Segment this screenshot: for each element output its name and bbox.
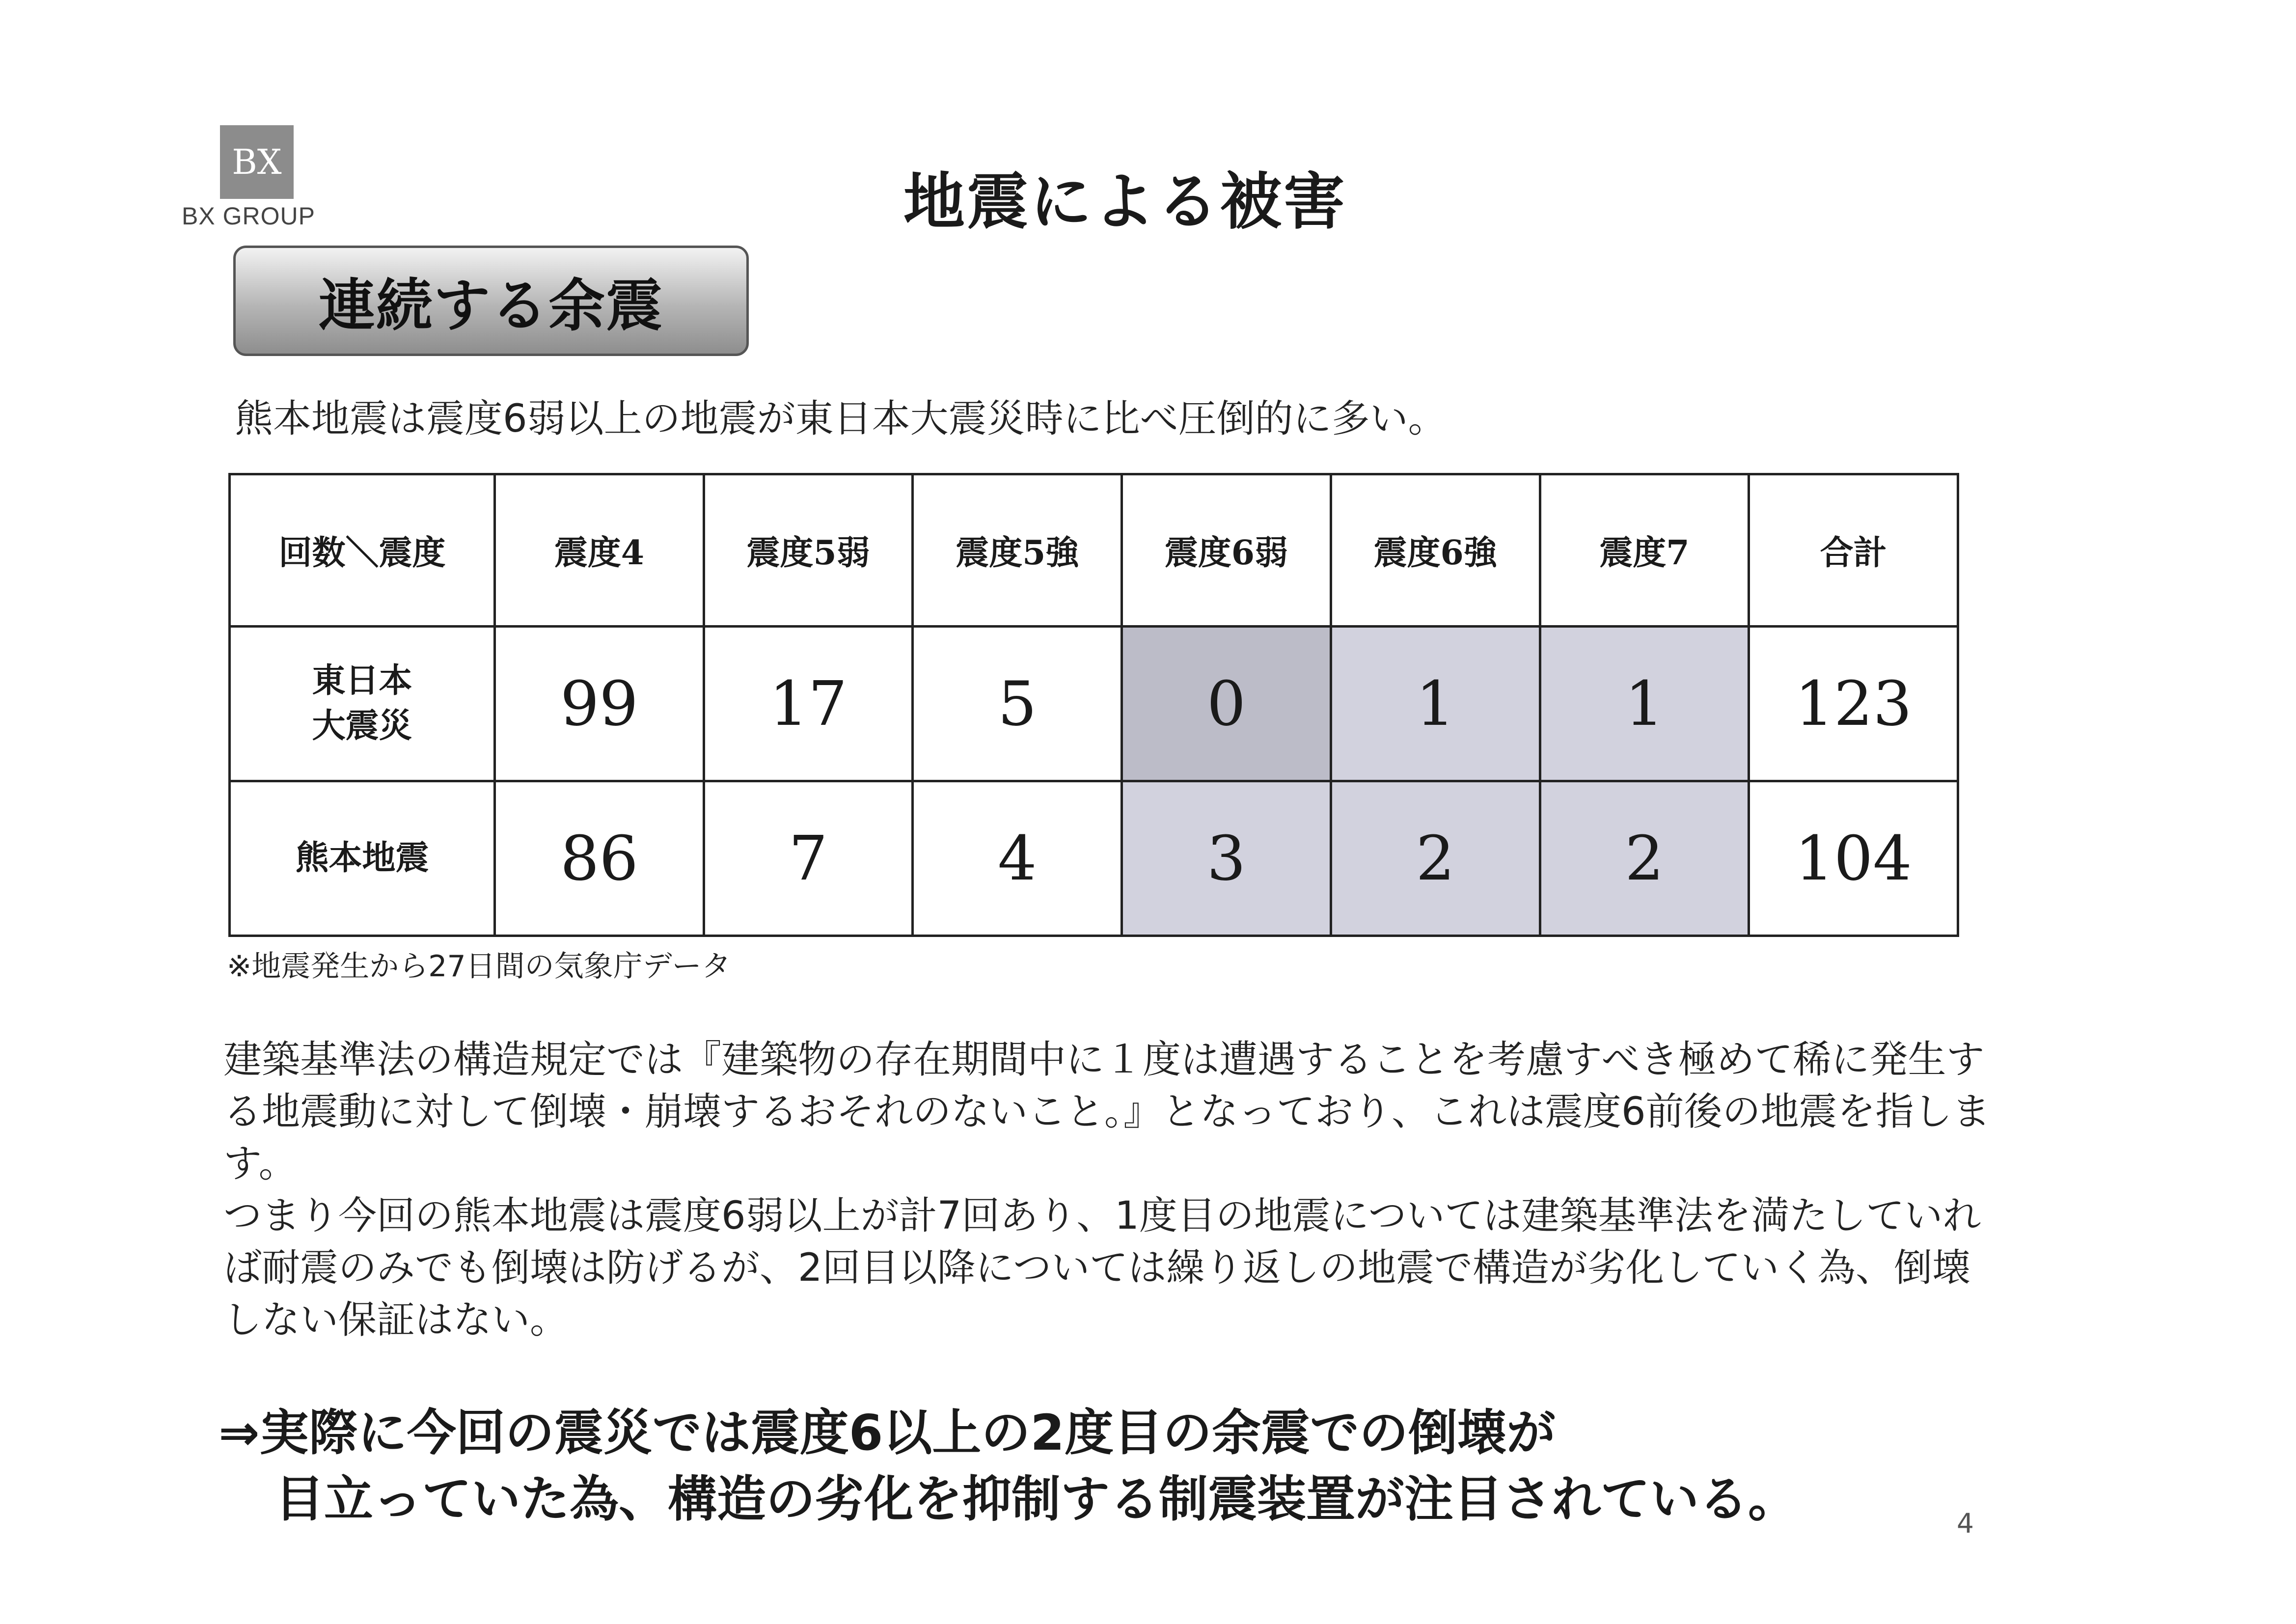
- table-cell: 2: [1331, 781, 1540, 936]
- body-text: [223, 1034, 1991, 1346]
- intro-text: 熊本地震は震度6弱以上の地震が東日本大震災時に比べ圧倒的に多い。: [235, 397, 1447, 441]
- table-cell: 17: [704, 627, 913, 781]
- page-number: 4: [1957, 1508, 1974, 1539]
- table-cell: 1: [1540, 627, 1749, 781]
- section-label: [233, 246, 749, 356]
- page-title: 地震による被害: [903, 166, 1347, 238]
- header-cell: 合計: [1749, 474, 1958, 627]
- table-row: [230, 627, 1958, 781]
- header-cell: 震度6弱: [1122, 474, 1331, 627]
- header-cell: 震度7: [1540, 474, 1749, 627]
- row-label-line: 東日本: [312, 661, 412, 701]
- header-cell: 震度5強: [913, 474, 1122, 627]
- table-header-row: [230, 474, 1958, 627]
- body-paragraph: 建築基準法の構造規定では『建築物の存在期間中に１度は遭遇することを考慮すべき極めて稀に発生する地震動に対して倒壊・崩壊するおそれのないこと。』となっており、これは震度6前後の地震を指します。: [223, 1038, 1991, 1186]
- company-logo: [182, 125, 329, 230]
- table-footnote: ※地震発生から27日間の気象庁データ: [227, 949, 731, 984]
- row-label: 熊本地震: [230, 781, 495, 936]
- logo-name: BX GROUP: [182, 202, 315, 230]
- conclusion-line: ⇒実際に今回の震災では震度6以上の2度目の余震での倒壊が: [219, 1404, 1556, 1461]
- table-cell: 2: [1540, 781, 1749, 936]
- header-cell: 震度4: [495, 474, 704, 627]
- earthquake-count-table: [228, 473, 1959, 937]
- header-cell: 回数＼震度: [230, 474, 495, 627]
- table-cell: 1: [1331, 627, 1540, 781]
- conclusion-line: 目立っていた為、構造の劣化を抑制する制震装置が注目されている。: [275, 1470, 1797, 1528]
- table-cell: 4: [913, 781, 1122, 936]
- table-cell: 99: [495, 627, 704, 781]
- table-cell: 0: [1122, 627, 1331, 781]
- section-label-text: 連続する余震: [318, 273, 663, 339]
- table-cell: 104: [1749, 781, 1958, 936]
- table-cell: 3: [1122, 781, 1331, 936]
- table-cell: 123: [1749, 627, 1958, 781]
- body-paragraph: つまり今回の熊本地震は震度6弱以上が計7回あり、1度目の地震については建築基準法を満たしていれば耐震のみでも倒壊は防げるが、2回目以降については繰り返しの地震で構造が劣化していく為、倒壊しない保証はない。: [223, 1194, 1981, 1342]
- header-cell: 震度6強: [1331, 474, 1540, 627]
- table-cell: 5: [913, 627, 1122, 781]
- header-cell: 震度5弱: [704, 474, 913, 627]
- row-label-line: 大震災: [312, 706, 412, 745]
- conclusion: [219, 1400, 1986, 1532]
- table-cell: 7: [704, 781, 913, 936]
- table-cell: 86: [495, 781, 704, 936]
- row-label: [230, 627, 495, 781]
- logo-mark: BX: [220, 125, 294, 199]
- table-row: [230, 781, 1958, 936]
